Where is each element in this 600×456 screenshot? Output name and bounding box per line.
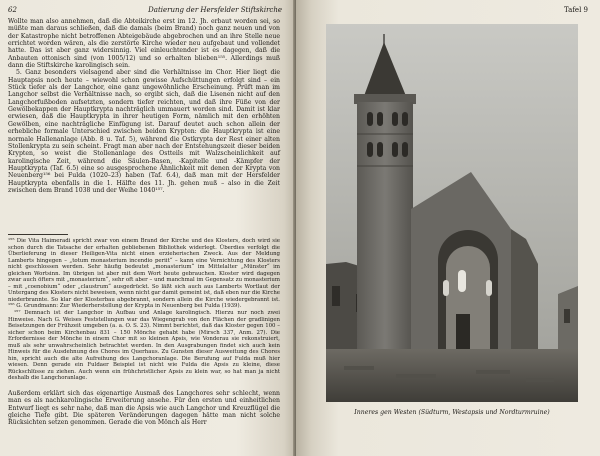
footnotes (8, 238, 280, 382)
footnote-155-156: ¹⁵⁵ Die Vita Haimeradi spricht zwar von einem Brand der Kirche und des Klosters, doch wird sie schon durch die Tatsache der erhalten gebliebenen Bibliothek widerlegt. Überdies verfolgt die Überlieferung in dieser Heiligen-Vita nicht einen erzieherischen Zweck. Aus der Meldung Lamberts hingegen – „totum monasterium incendio periit“ – kann eine Vernichtung des Klosters nicht geschlossen werden. Sehr häufig bedeutet „monasterium“ im Mittelalter „Münster“ im gleichen Wortsinn. Im übrigen ist aber mit dem Wort heute gebrauchen. Kloster wird dagegen zwar auch öfters mit „monasterium“, sehr oft aber – und manchmal im Gegensatz zu monasterium – mit „coenobium“ oder „claustrum“ ausgedrückt. So läßt sich auch aus Lamberts Wortlaut der Untergang des Klosters nicht beweisen, wenn nicht gar damit gemeint ist, daß eben nur die Kirche niederbrannte. So klar der Klosterbau abgebrannt, sondern allein die Kirche wiedergebrannt ist. ¹⁵⁶ G. Grundmann: Zur Wiederherstellung der Krypta in Neuenberg bei Fulda (1939). (8, 238, 280, 310)
left-page (0, 0, 296, 456)
left-page-header (8, 6, 282, 14)
page-number: 62 (8, 6, 17, 14)
bottom-paragraph: Außerdem erklärt sich das eigenartige Ausmaß des Langchores sehr schlecht, wenn man es als nachkarolingische Erweiterung ansehe. Für den ersten und einheitlichen Entwurf liegt es sehr nahe, daß man die Apsis wie auch Langchor und Kreuzflügel die gleiche Tiefe gibt. Die späteren Veränderungen dagegen hätte man nicht solche Rücksichten setzen genommen. Gerade die von Mönch als Herr (8, 390, 280, 427)
footnote-rule (8, 234, 68, 235)
running-head: Datierung der Hersfelder Stiftskirche (148, 6, 282, 14)
main-text (8, 18, 280, 194)
photo-caption: Inneres gen Westen (Südturm, Westapsis und Nordturmruine) (354, 409, 550, 416)
main-paragraph-1: Wollte man also annehmen, daß die Abteikirche erst im 12. Jh. erbaut worden sei, so müßte man daraus schließen, daß die damals (beim Brand) noch ganz neuen und von der Katastrophe nicht betroffenen Abteigebäude abgebrochen und an ihre Stelle neue errichtet worden wären, als die zerstörte Kirche wieder neu aufgebaut und vollendet hatte. Das ist aber ganz widersinnig. Viel einleuchtender ist es dagegen, daß die Anbauten ottonisch sind (von 1005/12) und so erhalten blieben¹⁵⁵. Allerdings muß dann die Stiftskirche karolingisch sein. (8, 18, 280, 70)
main-paragraph-2: 5. Ganz besonders vielsagend aber sind die Verhältnisse im Chor. Hier liegt die Hauptapsis noch heute – wiewohl schon gewisse Aufschüttungen erfolgt sind – ein Stück tiefer als der Langchor, eine ganz ungewöhnliche Erscheinung. Prüft man im Langchor selbst die Verhältnisse nach, so ergibt sich, daß die Lisenen nicht auf den Langchorfußboden aufsetzten, sondern tiefer reichten, und daß ihre Füße von der Gewölbekappen der Hauptkrypta nachträglich ummauert worden sind. Damit ist klar erwiesen, daß die Hauptkrypta in ihrer heutigen Form, nämlich mit den erhöhten Gewölben, eine nachträgliche Einfügung ist. Darauf deutet auch schon allein der erhebliche formale Unterschied zwischen beiden Krypten: die Hauptkrypta ist eine normale Hallenanlage (Abb. 8 u. Taf. 5), während die Ostkrypta der Rest einer alten Stollenkrypta zu sein scheint. Fragt man aber nach der Entstehungszeit dieser beiden Krypten, so weist die Stollenanlage des Ostteils mit Walzscheinlichkeit auf karolingische Zeit, während die Säulen-Basen, -Kapitelle und -Kämpfer der Hauptkrypta (Taf. 6.5) eine so ausgesprochene Ähnlichkeit mit denen der Krypta von Neuenberg¹⁵⁶ bei Fulda (1020–23) haben (Taf. 6.4), daß man mit der Hersfelder Hauptkrypta ebenfalls in die 1. Hälfte des 11. Jh. gehen muß – also in die Zeit zwischen dem Brand 1038 und der Weihe 1040¹⁵⁷. (8, 69, 280, 194)
church-interior-photo (326, 24, 578, 402)
bottom-text (8, 390, 280, 427)
church-photo-illustration (326, 24, 578, 402)
plate-label: Tafel 9 (564, 6, 588, 14)
footnote-157: ¹⁵⁷ Demnach ist der Langchor in Aufbau und Anlage karolingisch. Hierzu nur noch zwei Hinweise. Nach G. Weises Feststellungen war das Wiegengrab von den Flächen der gradlinigen Beisetzungen der Frühzeit umgeben (a. a. O. S. 23). Nimmt berichtet, daß das Kloster gegen 100 – sicher schon beim Kirchenbau 831 – 150 Mönche gehabt habe (Mirsch 337, Anm. 27). Die Erfordernisse der Mönche in einem Chor mit so kleinen Apsis, wie Vonderau sie rekonstruiert, muß als sehr unwahrscheinlich betrachtet werden. In den Ausgrabungen findet sich auch kein Hinweis für die Ausdehnung des Chores im Querhaus. Zu Gunsten dieser Ausweitung des Chores hin, spricht auch die alte Aufreihung des Langchoranlage. Die Berufung auf Fulda muß hier wiesen. Denn gerade ein Fuldaer Beispiel ist nicht wie Fulda die Apsis zu kleine, diese Rückschlüsse zu ziehen. Auch wenn ein frühchristlicher Apsis zu klein war, so hat man ja nicht deshalb die Langchoranlage. (8, 310, 280, 382)
